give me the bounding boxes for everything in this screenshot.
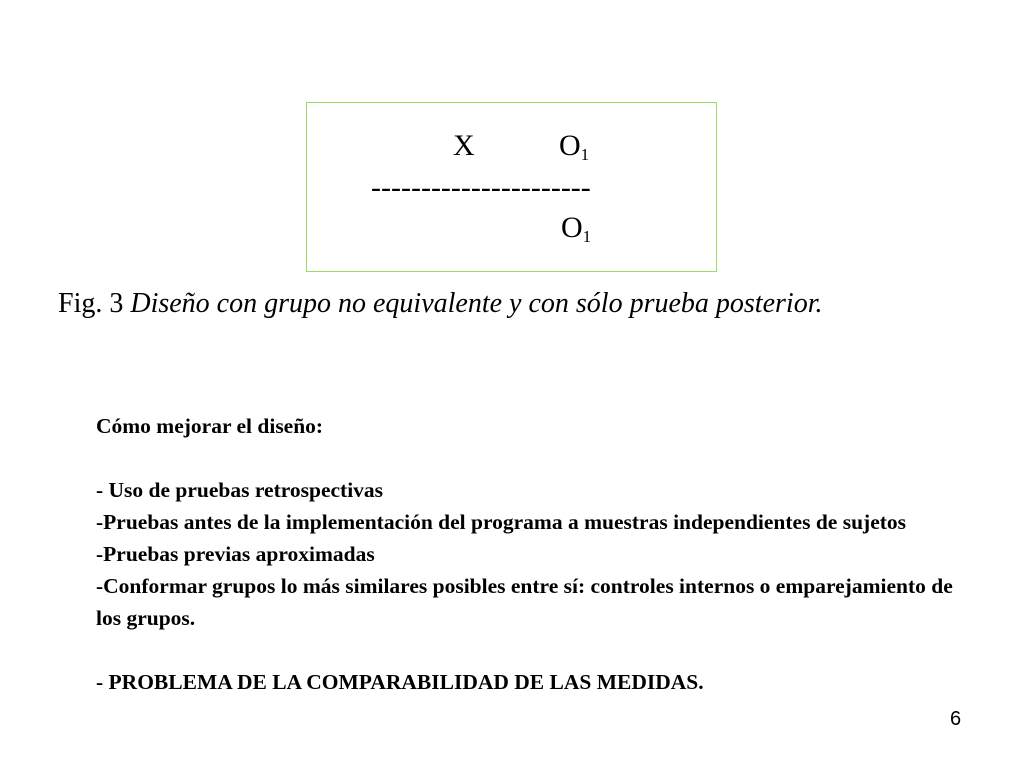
design-diagram-box xyxy=(306,102,717,272)
list-item: -Pruebas antes de la implementación del programa a muestras independientes de sujetos xyxy=(96,510,907,534)
observation-symbol-2: $O_1$ xyxy=(561,211,592,246)
slide-number: 6 xyxy=(950,708,962,730)
observation-symbol-1: $O_1$ xyxy=(559,129,590,164)
spacer xyxy=(96,442,966,474)
figure-caption xyxy=(58,286,822,322)
list-item: - Uso de pruebas retrospectivas xyxy=(96,478,384,502)
comparability-problem: - PROBLEMA DE LA COMPARABILIDAD DE LAS MEDIDAS. xyxy=(96,670,704,694)
improvement-list xyxy=(96,410,966,698)
improvement-heading: Cómo mejorar el diseño: xyxy=(96,414,324,438)
figure-label: Fig. 3 xyxy=(58,288,124,319)
list-item: -Conformar grupos lo más similares posibles entre sí: controles internos o emparejamiento de los grupos. xyxy=(96,574,953,630)
group-separator-line: ---------------------- xyxy=(371,171,591,204)
treatment-symbol: X xyxy=(453,129,475,162)
figure-caption-text: Diseño con grupo no equivalente y con sólo prueba posterior. xyxy=(130,288,823,319)
spacer xyxy=(96,634,966,666)
list-item: -Pruebas previas aproximadas xyxy=(96,542,375,566)
